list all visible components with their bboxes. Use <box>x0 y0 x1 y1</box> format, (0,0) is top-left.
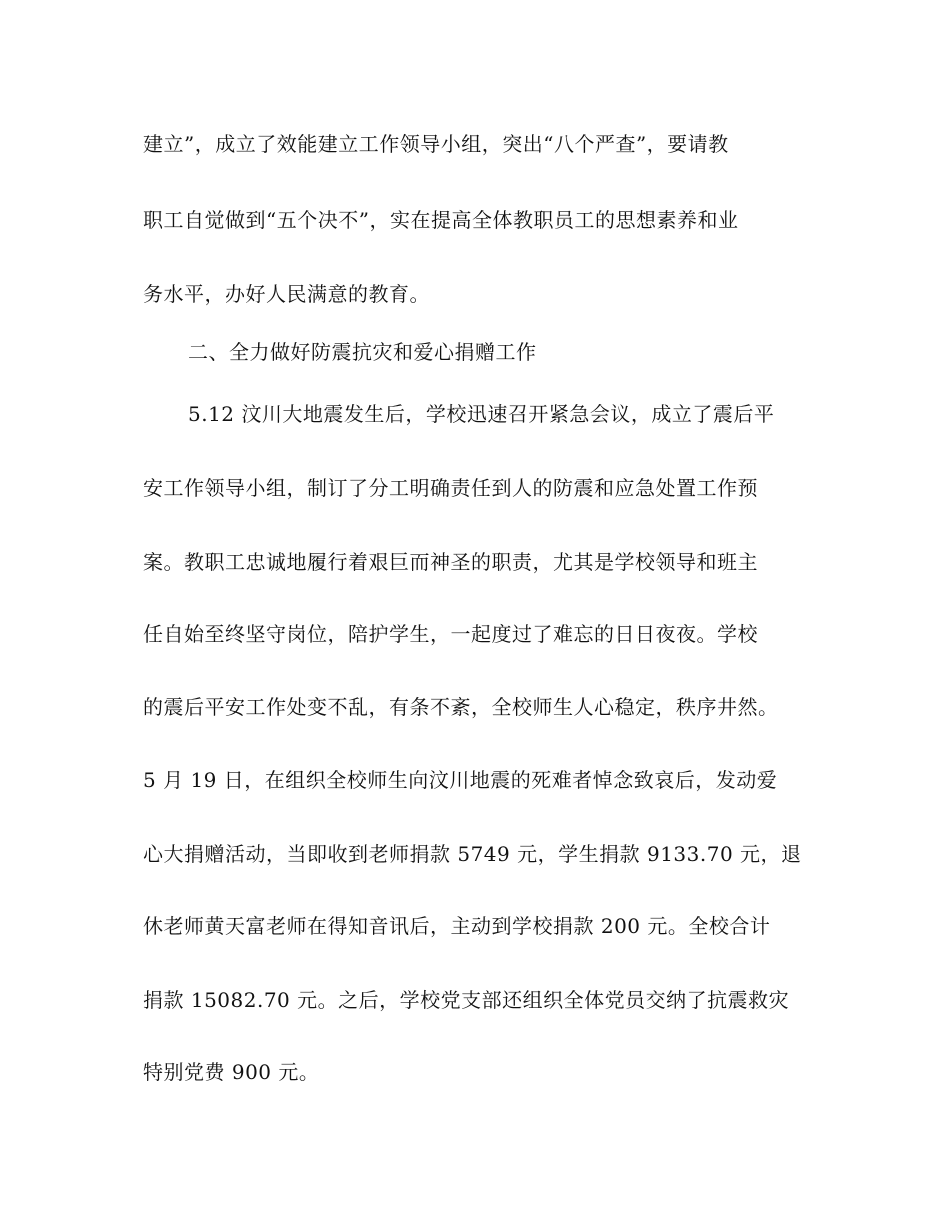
paragraph-line: 特别党费 900 元。 <box>143 1060 320 1084</box>
paragraph-line: 5 月 19 日，在组织全校师生向汶川地震的死难者悼念致哀后，发动爱 <box>143 768 778 792</box>
paragraph-line: 休老师黄天富老师在得知音讯后，主动到学校捐款 200 元。全校合计 <box>143 914 771 938</box>
paragraph-line: 建立”，成立了效能建立工作领导小组，突出“八个严查”，要请教 <box>143 132 729 156</box>
paragraph-line: 安工作领导小组，制订了分工明确责任到人的防震和应急处置工作预 <box>143 476 758 500</box>
paragraph-line: 5.12 汶川大地震发生后，学校迅速召开紧急会议，成立了震后平 <box>188 402 775 426</box>
paragraph-line: 案。教职工忠诚地履行着艰巨而神圣的职责，尤其是学校领导和班主 <box>143 550 758 574</box>
paragraph-line: 捐款 15082.70 元。之后，学校党支部还组织全体党员交纳了抗震救灾 <box>143 988 790 1012</box>
paragraph-line: 职工自觉做到“五个决不”，实在提高全体教职员工的思想素养和业 <box>143 208 739 232</box>
paragraph-line: 务水平，办好人民满意的教育。 <box>143 282 430 306</box>
section-heading: 二、全力做好防震抗灾和爱心捐赠工作 <box>188 340 537 364</box>
paragraph-line: 任自始至终坚守岗位，陪护学生，一起度过了难忘的日日夜夜。学校 <box>143 622 758 646</box>
paragraph-line: 的震后平安工作处变不乱，有条不紊，全校师生人心稳定，秩序井然。 <box>143 695 779 719</box>
paragraph-line: 心大捐赠活动，当即收到老师捐款 5749 元，学生捐款 9133.70 元，退 <box>143 842 802 866</box>
